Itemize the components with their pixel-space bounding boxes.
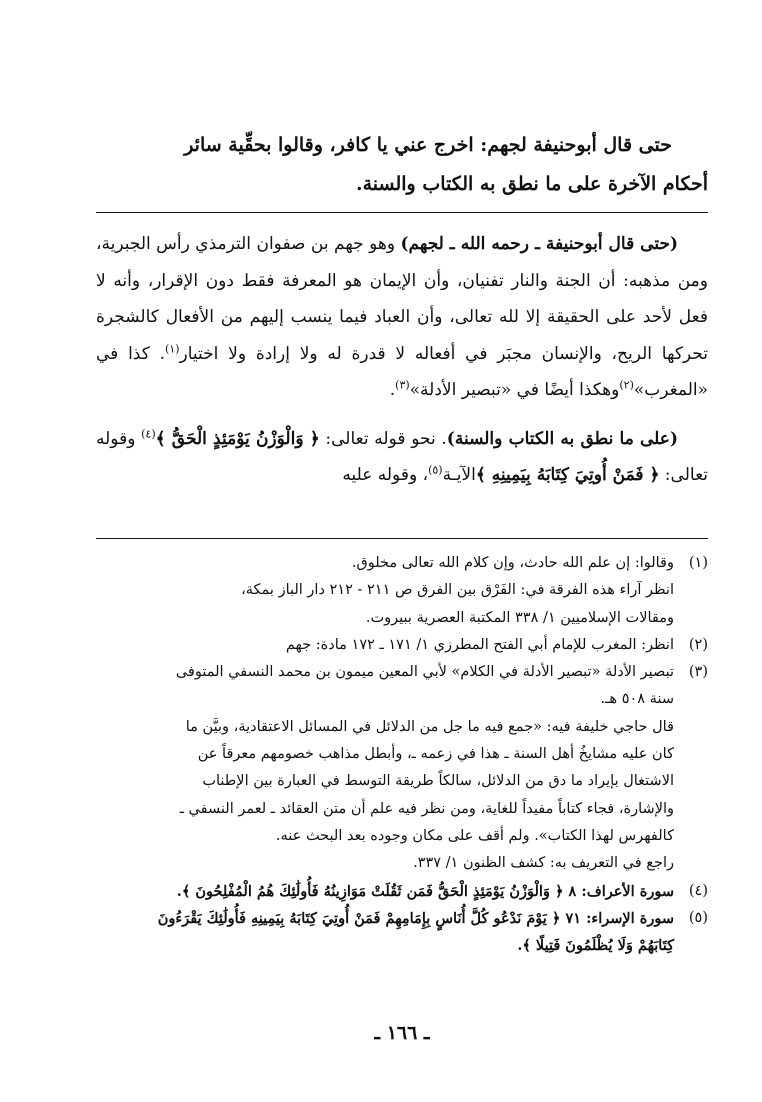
footnote-line: ومقالات الإسلاميين ١/ ٣٣٨ المكتبة العصرية ببيروت. xyxy=(365,609,674,626)
footnote-2 xyxy=(96,632,708,659)
footnote-3-continuation xyxy=(96,714,708,878)
footnote-line: انظر آراء هذه الفرقة في: الفَرْق بين الفرق ص ٢١١ - ٢١٢ دار الباز بمكة، xyxy=(241,582,674,599)
main-text-line-1: حتى قال أبوحنيفة لجهم: اخرج عني يا كافر، وقالوا بحقِّية سائر xyxy=(184,134,672,156)
footnote-3 xyxy=(96,659,708,714)
footnote-line: سنة ٥٠٨ هـ. xyxy=(600,691,674,708)
footnote-1-continuation xyxy=(96,577,708,632)
footnotes xyxy=(96,550,708,959)
commentary-text: . كذا في «المغرب» xyxy=(96,343,708,400)
commentary-text: الآيـة xyxy=(442,465,476,485)
footnote-line: كان عليه مشايخُ أهل السنة ـ هذا في زعمه ـ، وأبطل مذاهب خصومهم معرقاً عن xyxy=(197,746,674,763)
commentary-text: . xyxy=(389,380,396,400)
footnote-number: (٢) xyxy=(688,636,708,653)
footnote-line: تبصير الأدلة «تبصير الأدلة في الكلام» لأبي المعين ميمون بن محمد النسفي المتوفى xyxy=(175,664,674,681)
commentary-text: . نحو قوله تعالى: xyxy=(319,428,447,449)
footnote-number: (٤) xyxy=(688,882,708,899)
footnote-line: سورة الأعراف: ٨ ﴿ وَالْوَزْنُ يَوْمَئِذٍ الْحَقُّ فَمَن ثَقُلَتْ مَوَازِينُهُ فَأُولَٰئِكَ هُمُ الْمُفْلِحُونَ ﴾. xyxy=(176,882,674,900)
commentary-paragraph-1 xyxy=(96,226,708,409)
footnote-ref-1[interactable]: (١) xyxy=(164,341,180,355)
footnote-ref-5[interactable]: (٥) xyxy=(428,463,443,477)
footnote-line: وقالوا: إن علم الله حادث، وإن كلام الله تعالى مخلوق. xyxy=(351,555,674,571)
footnote-line: كالفهرس لهذا الكتاب». ولم أقف على مكان وجوده بعد البحث عنه. xyxy=(275,827,674,844)
footnote-line: والإشارة، فجاء كتاباً مفيداً للغاية، ومن نظر فيه علم أن متن العقائد ـ لعمر النسفي ـ xyxy=(179,800,674,817)
footnote-line: قال حاجي خليفة فيه: «جمع فيه ما جل من الدلائل في المسائل الاعتقادية، وبيَّن ما xyxy=(185,718,674,735)
quran-verse: ﴿ فَمَنْ أُوتِيَ كِتَابَهُ بِيَمِينِهِ ﴾ xyxy=(475,465,660,485)
commentary-text: وقوله تعالى: xyxy=(96,428,708,485)
footnote-number: (٥) xyxy=(688,909,708,926)
footnote-line: كِتَابَهُمْ وَلَا يُظْلَمُونَ فَتِيلًا ﴾. xyxy=(517,937,674,955)
quran-verse: ﴿ وَالْوَزْنُ يَوْمَئِذٍ الْحَقُّ ﴾ xyxy=(155,428,320,449)
footnote-line: راجع في التعريف به: كشف الظنون ١/ ٣٣٧. xyxy=(413,855,674,872)
footnotes-separator xyxy=(96,538,708,539)
page-number: ـ ١٦٦ ـ xyxy=(374,1022,430,1044)
main-text xyxy=(96,126,708,204)
commentary-text: وهكذا أيضًا في «تبصير الأدلة» xyxy=(409,380,620,400)
commentary-text: وهو جهم بن صفوان الترمذي رأس الجبرية، ومن مذهبه: أن الجنة والنار تفنيان، وأن الإيمان هو المعرفة فقط دون الإقرار، وأنه لا فعل لأحد على الحقيقة إلا لله تعالى، وأن العباد فيما ينسب إليهم من الأفعال كالشجرة تحركها الريح، والإنسان مجبَر في أفعاله لا قدرة له ولا إرادة ولا اختيار xyxy=(96,234,708,364)
book-page xyxy=(96,0,708,1102)
footnote-number: (١) xyxy=(688,555,708,571)
footnote-line: انظر: المغرب للإمام أبي الفتح المطرزي ١/ ١٧١ ـ ١٧٢ مادة: جهم xyxy=(285,636,674,653)
footnote-1 xyxy=(96,550,708,577)
footnote-line: سورة الإسراء: ٧١ ﴿ يَوْمَ نَدْعُو كُلَّ أُنَاسٍ بِإِمَامِهِمْ فَمَنْ أُوتِيَ كِتَابَهُ بِيَمِينِهِ فَأُولَٰئِكَ يَقْرَءُونَ xyxy=(157,909,674,927)
footnote-ref-3[interactable]: (٣) xyxy=(395,378,410,392)
commentary-text: ، وقوله عليه xyxy=(342,465,429,485)
footnote-ref-2[interactable]: (٢) xyxy=(619,378,634,392)
main-text-line-2: أحكام الآخرة على ما نطق به الكتاب والسنة. xyxy=(356,173,708,195)
lemma-kitab-sunna: (على ما نطق به الكتاب والسنة) xyxy=(446,428,678,449)
footnote-4 xyxy=(96,878,708,905)
footnote-5 xyxy=(96,905,708,960)
footnote-ref-4[interactable]: (٤) xyxy=(141,426,156,440)
footnote-number: (٣) xyxy=(688,664,708,681)
lemma-jahm: (حتى قال أبوحنيفة ـ رحمه الله ـ لجهم) xyxy=(400,234,678,254)
main-text-separator xyxy=(96,212,708,213)
commentary-paragraph-2 xyxy=(96,421,708,494)
footnote-line: الاشتغال بإيراد ما دق من الدلائل، سالكاً طريقة التوسط في العبارة بين الإطناب xyxy=(202,773,674,790)
commentary xyxy=(96,226,708,494)
